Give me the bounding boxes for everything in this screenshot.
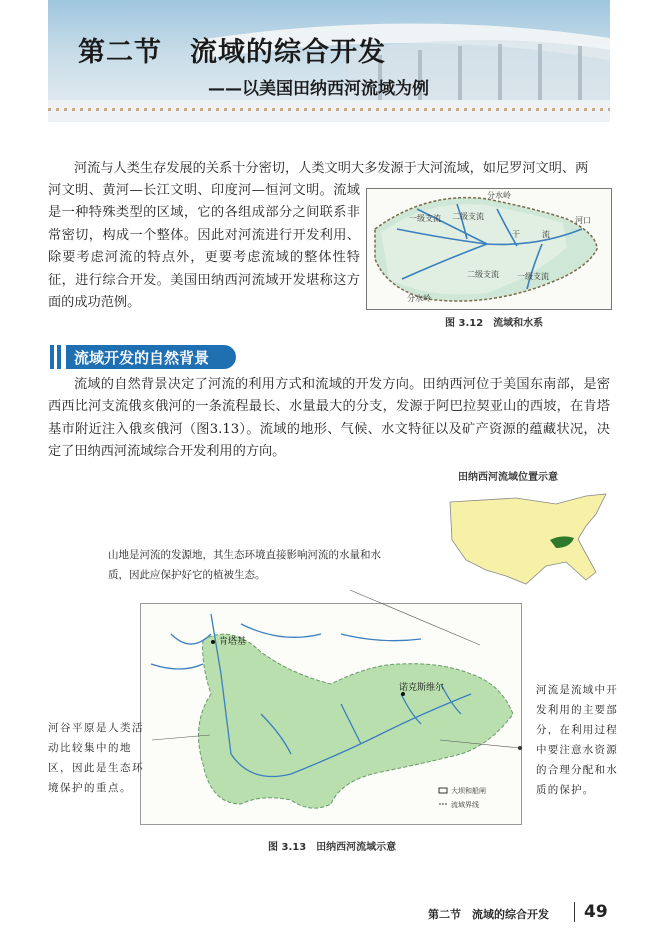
city-kentucky: 肯塔基 [219, 637, 247, 647]
note-mountains: 山地是河流的发源地，其生态环境直接影响河流的水量和水质，因此应保护好它的植被生态。 [108, 549, 381, 581]
section-heading-text: 流域开发的自然背景 [74, 349, 210, 367]
legend-dam: 大坝和船闸 [451, 787, 486, 795]
note-river: 河流是流域中开发利用的主要部分，在利用过程中要注意水资源的合理分配和水质的保护。 [536, 684, 618, 796]
tributary-label-3: 二级支流 [467, 270, 499, 279]
city-knoxville: 诺克斯维尔 [399, 683, 445, 693]
intro-paragraph: 河文明、黄河—长江文明、印度河—恒河文明。流域是一种特殊类型的区域，它的各组成部分之间联系非常密切，构成一个整体。因此对河流进行开发利用、除要考虑河流的特点外，更要考虑流域的整体性特征，进行综合开发。美国田纳西河流域开发堪称这方面的成功范例。 [48, 183, 360, 311]
page-number: 49 [584, 902, 608, 922]
divide-label-top: 分水岭 [487, 191, 511, 200]
intro-line-1: 河流与人类生存发展的关系十分密切，人类文明大多发源于大河流域，如尼罗河文明、两 [74, 161, 589, 176]
section-title: 第二节 流域的综合开发 [78, 37, 386, 68]
figure-3-13-caption: 图 3.13 田纳西河流域示意 [268, 842, 397, 853]
main-stream-label-2: 流 [542, 230, 550, 239]
tributary-label-1: 一级支流 [409, 214, 441, 223]
natural-background-paragraph: 流域的自然背景决定了河流的利用方式和流域的开发方向。田纳西河位于美国东南部，是密西西比河支流俄亥俄河的一条流程最长、水量最大的分支，发源于阿巴拉契亚山的西坡，在肯塔基市附近注入俄亥俄河（图3.13）。流域的地形、气候、水文特征以及矿产资源的蕴藏状况，决定了田纳西河流域综合开发利用的方向。 [48, 377, 610, 460]
footer-section-name: 第二节 流域的综合开发 [428, 908, 549, 921]
locator-map-title: 田纳西河流域位置示意 [458, 472, 558, 483]
footer-separator [574, 902, 575, 922]
tributary-label-4: 一级支流 [517, 272, 549, 281]
figure-3-12-caption: 图 3.12 流域和水系 [445, 318, 544, 329]
divide-label-bottom: 分水岭 [407, 294, 431, 303]
tributary-label-2: 二级支流 [452, 212, 484, 221]
section-subtitle: ——以美国田纳西河流域为例 [208, 79, 429, 99]
note-valley-plains: 河谷平原是人类活动比较集中的地区，因此是生态环境保护的重点。 [48, 722, 144, 794]
legend-boundary: 流域界线 [451, 801, 479, 809]
river-mouth-label: 河口 [575, 216, 591, 225]
main-stream-label-1: 干 [512, 230, 520, 239]
